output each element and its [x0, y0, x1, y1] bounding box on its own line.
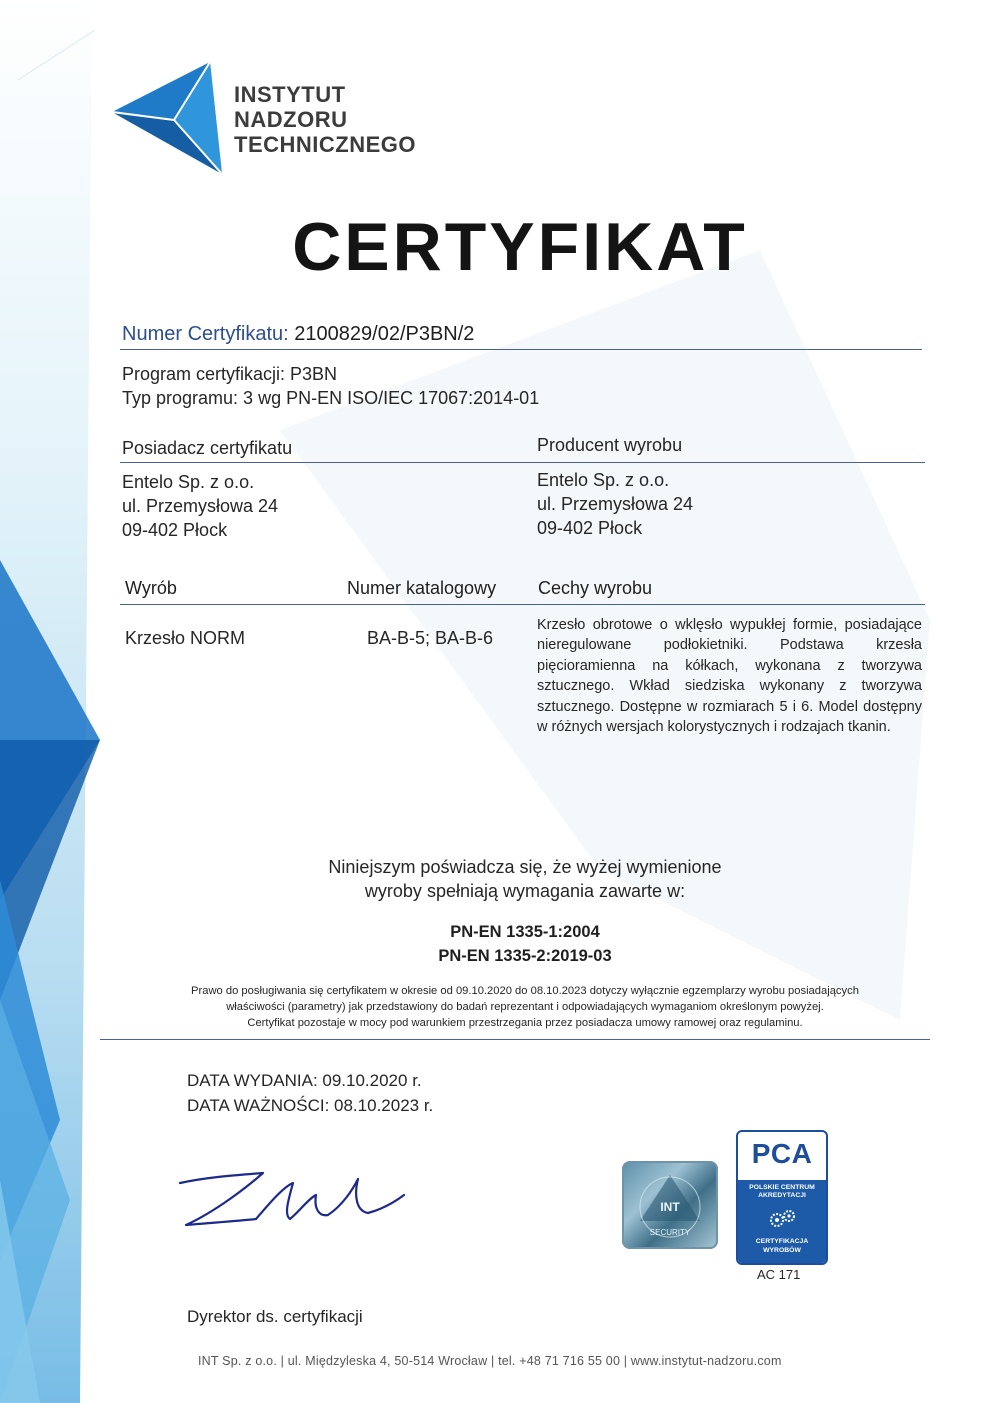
- divider: [120, 462, 925, 463]
- hologram-seal-icon: [622, 1161, 718, 1249]
- document-title: CERTYFIKAT: [292, 209, 748, 285]
- divider: [100, 1039, 930, 1040]
- footer-contact: INT Sp. z o.o. | ul. Międzyleska 4, 50-514 Wrocław | tel. +48 71 716 55 00 | www.instytut-nadzoru.com: [198, 1354, 782, 1368]
- pca-cert-line-2: WYROBÓW: [763, 1246, 801, 1254]
- divider: [120, 604, 925, 605]
- table-header-catalog: Numer katalogowy: [347, 578, 497, 598]
- hologram-text-top: INT: [660, 1200, 680, 1214]
- product-name: Krzesło NORM: [125, 628, 246, 648]
- rights-line-3: Certyfikat pozostaje w mocy pod warunkiem przestrzegania przez posiadacza umowy ramowej oraz regulaminu.: [247, 1017, 803, 1029]
- catalog-number: BA-B-5; BA-B-6: [367, 628, 494, 648]
- program-info: [122, 362, 539, 410]
- product-features: Krzesło obrotowe o wklęsło wypukłej formie, posiadające nieregulowane podłokietniki. Podstawa krzesła pięcioramienna na kółkach, wykonana z tworzywa sztucznego. Wkład siedziska wykonany z tworzywa sztucznego. Dostępne w rozmiarach 5 i 6. Model dostępny w różnych wersjach kolorystycznych i rodzajach tkanin.: [537, 617, 922, 736]
- producer-street: ul. Przemysłowa 24: [537, 494, 694, 514]
- certificate-number-value: 2100829/02/P3BN/2: [294, 323, 475, 345]
- certificate-number: [122, 323, 474, 346]
- pca-cert-line-1: CERTYFIKACJA: [755, 1238, 809, 1245]
- usage-rights-note: [140, 983, 910, 1031]
- issue-date: DATA WYDANIA: 09.10.2020 r.: [187, 1071, 422, 1090]
- pca-accreditation-badge: [736, 1130, 828, 1265]
- declaration-line-2: wyroby spełniają wymagania zawarte w:: [364, 881, 686, 901]
- signatory-role: Dyrektor ds. certyfikacji: [187, 1307, 363, 1326]
- standard-item: PN-EN 1335-2:2019-03: [438, 947, 612, 965]
- holder-name: Entelo Sp. z o.o.: [122, 472, 255, 492]
- institute-logo-text: [234, 82, 416, 157]
- gears-icon: [767, 1207, 797, 1233]
- pca-badge-panel: [738, 1180, 826, 1263]
- pca-logo: PCA: [751, 1138, 813, 1169]
- holder-city: 09-402 Płock: [122, 520, 228, 540]
- hologram-text-bottom: SECURITY: [649, 1228, 691, 1237]
- program-line: Program certyfikacji: P3BN: [122, 364, 338, 384]
- pca-name-line-1: POLSKIE CENTRUM: [749, 1184, 815, 1191]
- declaration-line-1: Niniejszym poświadcza się, że wyżej wymienione: [328, 857, 722, 877]
- validity-date: DATA WAŻNOŚCI: 08.10.2023 r.: [187, 1096, 434, 1115]
- declaration-text: [240, 855, 810, 903]
- holder-address: [122, 470, 278, 542]
- triangle-logo-icon: [112, 62, 222, 174]
- pca-certification: [738, 1238, 826, 1255]
- producer-name: Entelo Sp. z o.o.: [537, 470, 670, 490]
- certificate-number-label: Numer Certyfikatu:: [122, 323, 289, 345]
- pca-name-line-2: AKREDYTACJI: [758, 1192, 806, 1199]
- table-header-features: Cechy wyrobu: [538, 578, 653, 598]
- divider: [120, 349, 922, 350]
- rights-line-2: właściwości (parametry) jak przedstawiony do badań reprezentant i odpowiadających wymaganiom określonym powyżej.: [226, 1001, 824, 1013]
- standards-list: [240, 920, 810, 968]
- holder-heading: Posiadacz certyfikatu: [122, 438, 293, 458]
- producer-address: [537, 468, 693, 540]
- signature: [168, 1165, 413, 1235]
- logo-line-2: NADZORU: [234, 107, 348, 132]
- pca-name: [738, 1184, 826, 1200]
- producer-city: 09-402 Płock: [537, 518, 643, 538]
- program-type-line: Typ programu: 3 wg PN-EN ISO/IEC 17067:2014-01: [122, 388, 540, 408]
- logo-line-1: INSTYTUT: [234, 82, 346, 107]
- table-header-product: Wyrób: [125, 578, 177, 598]
- rights-line-1: Prawo do posługiwania się certyfikatem w okresie od 09.10.2020 do 08.10.2023 dotyczy wyłącznie egzemplarzy wyrobu posiadających: [191, 985, 859, 997]
- dates-block: [187, 1068, 433, 1118]
- holder-street: ul. Przemysłowa 24: [122, 496, 279, 516]
- producer-heading: Producent wyrobu: [537, 435, 683, 455]
- logo-line-3: TECHNICZNEGO: [234, 132, 416, 157]
- accreditation-code: AC 171: [757, 1267, 801, 1282]
- standard-item: PN-EN 1335-1:2004: [450, 923, 600, 941]
